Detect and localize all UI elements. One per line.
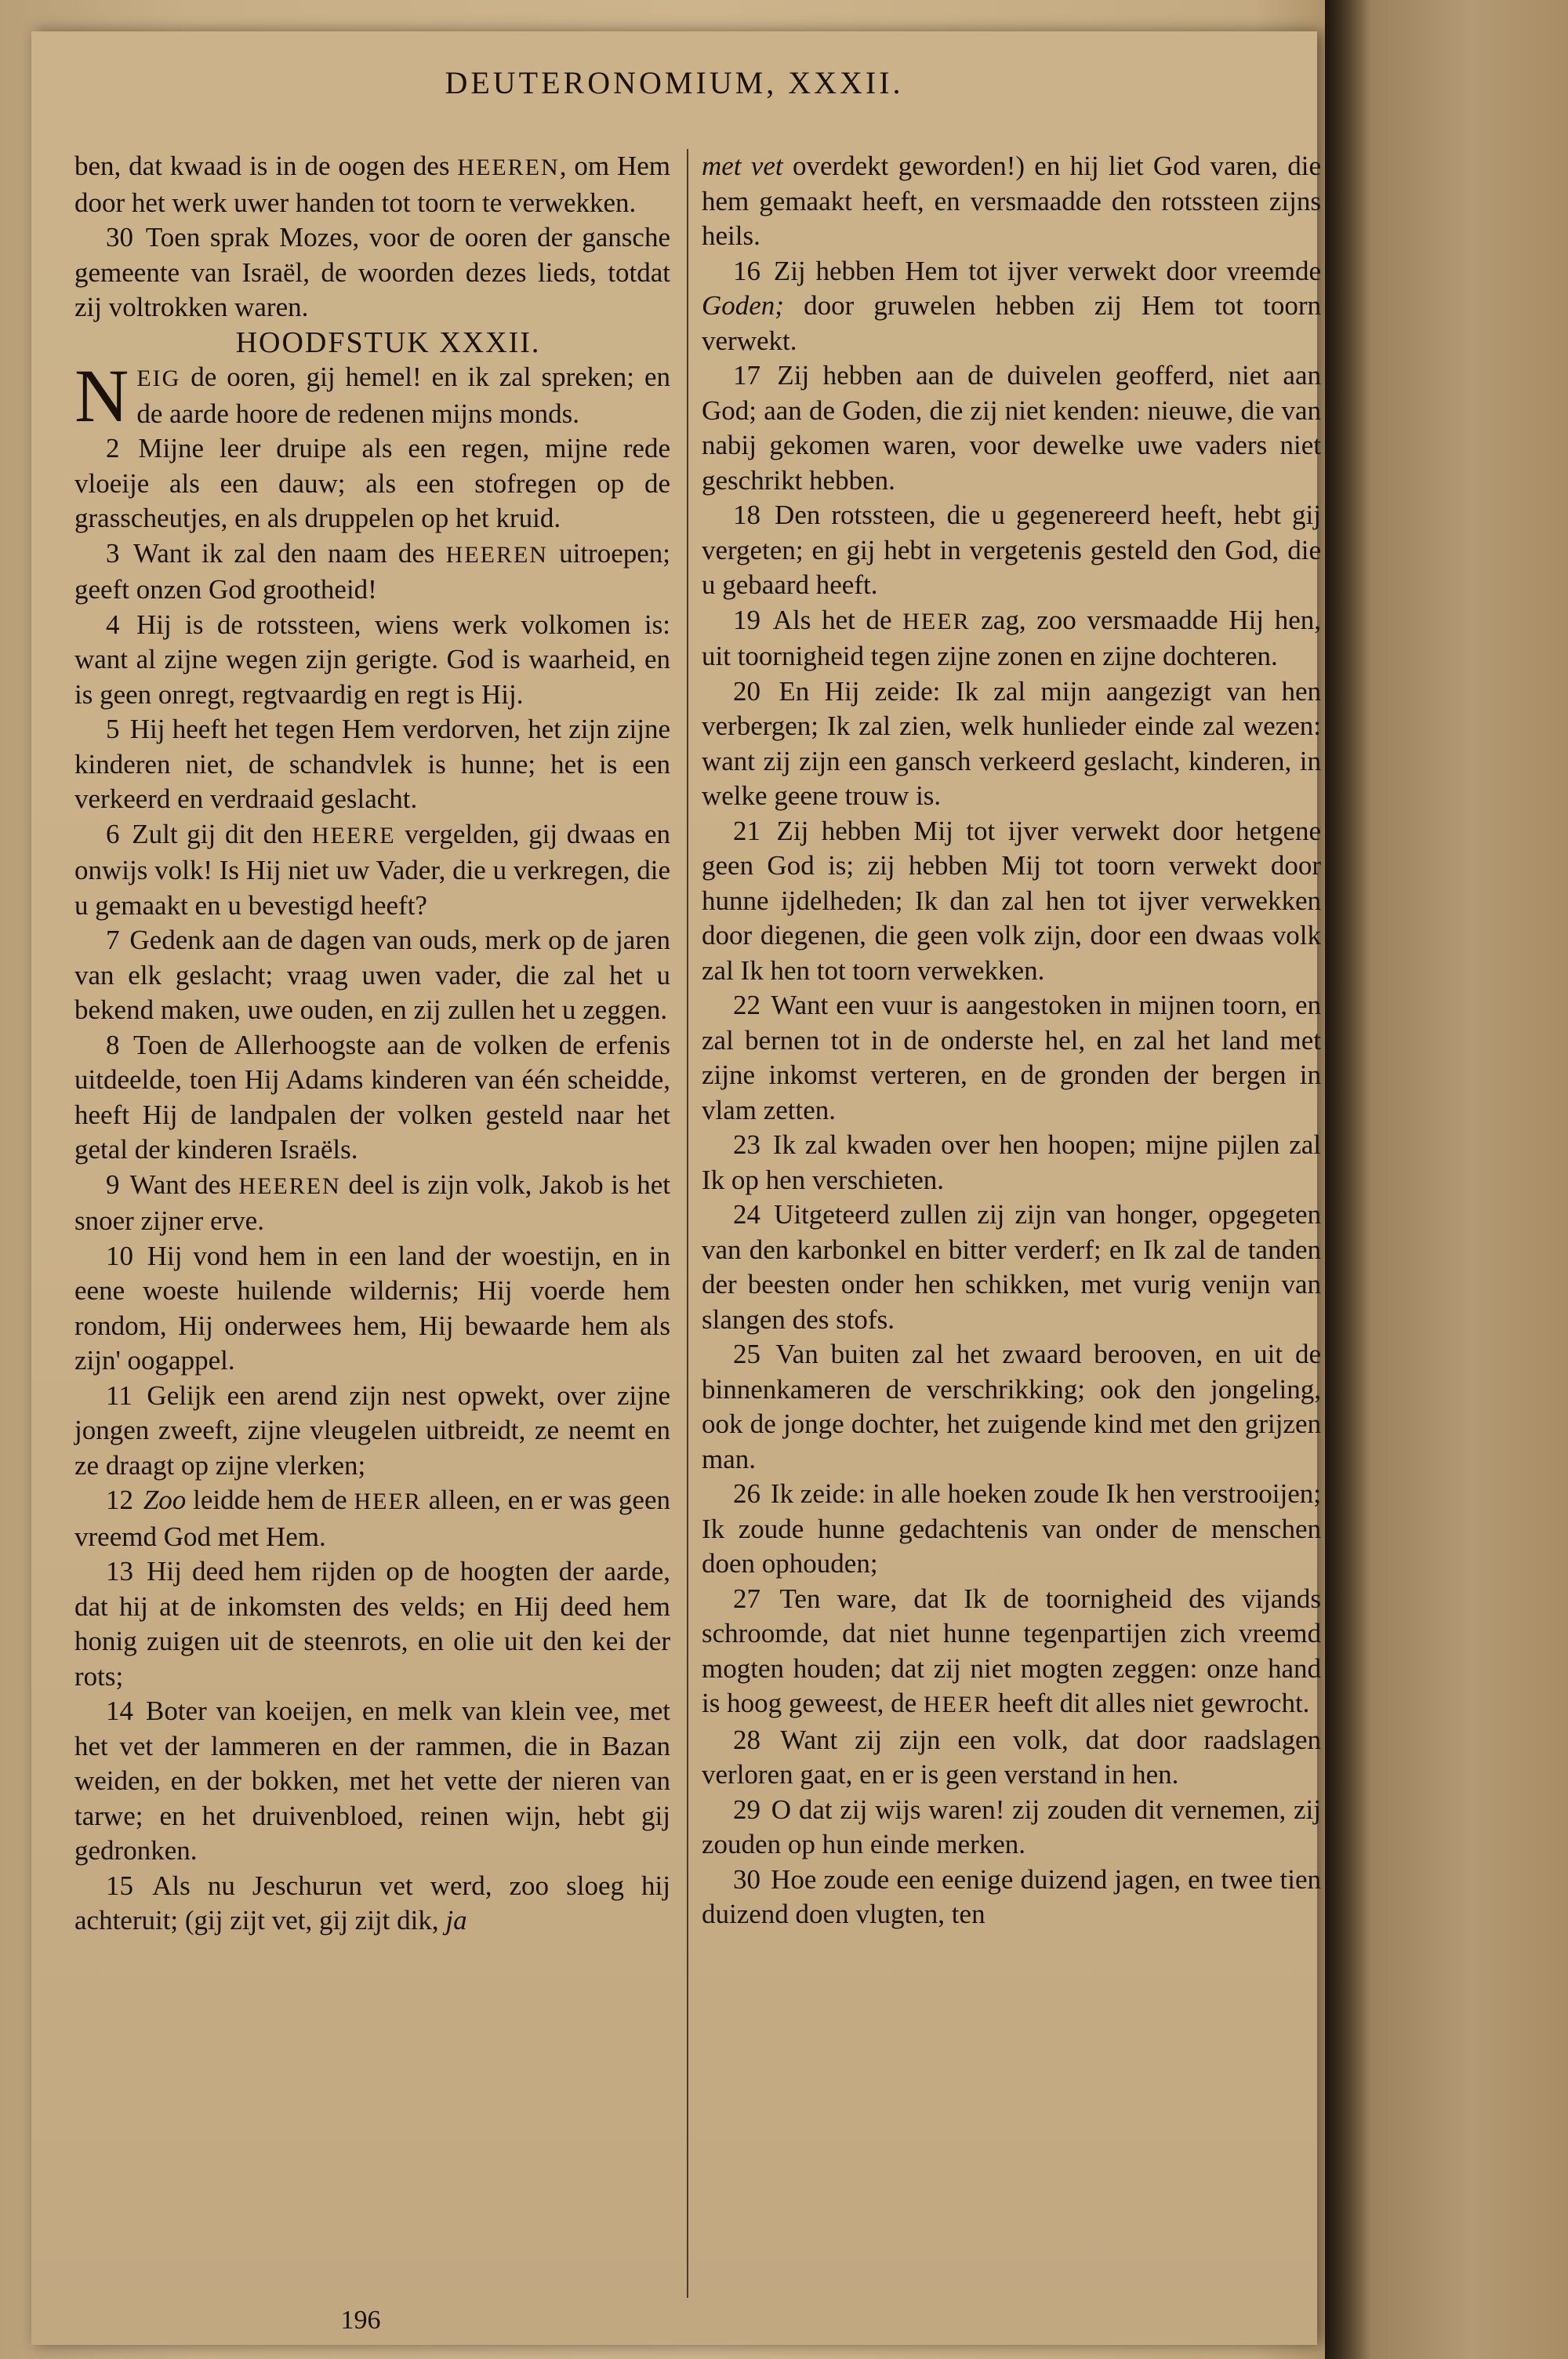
verse-17: 17 Zij hebben aan de duivelen geofferd, niet aan God; aan de Goden, die zij niet kenden: nieuwe, die van nabij gekomen waren, voor dewelke uwe vaders niet geschrikt hebben. bbox=[702, 360, 1322, 496]
verse-15-continuation: met vet overdekt geworden!) en hij liet God varen, die hem gemaakt heeft, en versmaadde den rotssteen zijns heils. bbox=[702, 151, 1322, 251]
verse-10: 10 Hij vond hem in een land der woestijn, en in eene woeste huilende wildernis; Hij voerde hem rondom, Hij onderwees hem, Hij bewaarde hem als zijn' oogappel. bbox=[74, 1240, 670, 1376]
verse-26: 26 Ik zeide: in alle hoeken zoude Ik hen verstrooijen; Ik zoude hunne gedachtenis van onder de menschen doen ophouden; bbox=[702, 1478, 1321, 1579]
gutter-shadow bbox=[1325, 0, 1372, 2359]
right-column bbox=[702, 149, 1321, 1932]
verse-9: 9 Want des HEEREN deel is zijn volk, Jakob is het snoer zijner erve. bbox=[74, 1169, 670, 1236]
verse-28: 28 Want zij zijn een volk, dat door raadslagen verloren gaat, en er is geen verstand in hen. bbox=[702, 1724, 1321, 1790]
chapter-heading: HOODFSTUK XXXII. bbox=[235, 325, 541, 359]
verse-4: 4 Hij is de rotssteen, wiens werk volkomen is: want al zijne wegen zijn gerigte. God is waarheid, en is geen onregt, regtvaardig en regt is Hij. bbox=[74, 609, 670, 710]
verse-30: 30 Toen sprak Mozes, voor de ooren der gansche gemeente van Israël, de woorden dezes lieds, totdat zij voltrokken waren. bbox=[74, 222, 670, 322]
verse-16: 16 Zij hebben Hem tot ijver verwekt door vreemde Goden; door gruwelen hebben zij Hem tot toorn verwekt. bbox=[702, 255, 1321, 356]
book-page bbox=[31, 31, 1322, 2345]
column-divider bbox=[687, 149, 688, 2298]
verse-11: 11 Gelijk een arend zijn nest opwekt, over zijne jongen zweeft, zijne vleugelen uitbreidt, ze neemt en ze draagt op zijne vlerken; bbox=[74, 1379, 671, 1481]
verse-19: 19 Als het de HEER zag, zoo versmaadde Hij hen, uit toornigheid tegen zijne zonen en zijne dochteren. bbox=[702, 604, 1321, 671]
verse-14: 14 Boter van koeijen, en melk van klein vee, met het vet der lammeren en der rammen, die in Bazan weiden, en der bokken, met het vette der nieren van tarwe; en het druivenbloed, reinen wijn, hebt gij gedronken. bbox=[74, 1696, 671, 1866]
verse-18: 18 Den rotssteen, die u gegenereerd heeft, hebt gij vergeten; en gij hebt in vergetenis gesteld den God, die u gebaard heeft. bbox=[702, 500, 1321, 600]
drop-cap: N bbox=[74, 354, 129, 438]
verse-27: 27 Ten ware, dat Ik de toornigheid des vijands schroomde, dat niet hunne tegenpartijen zich vreemd mogten houden; dat zij niet mogten zeggen: onze hand is hoog geweest, de HEER heeft dit alles niet gewrocht. bbox=[702, 1583, 1321, 1718]
left-column bbox=[74, 149, 670, 1939]
running-header: DEUTERONOMIUM, XXXII. bbox=[445, 65, 904, 100]
verse-25: 25 Van buiten zal het zwaard berooven, en uit de binnenkameren de verschrikking; ook den jongeling, ook de jonge dochter, het zuigende kind met den grijzen man. bbox=[702, 1339, 1321, 1474]
verse-20: 20 En Hij zeide: Ik zal mijn aangezigt van hen verbergen; Ik zal zien, welk hunlieder einde zal wezen: want zij zijn een gansch verkeerd geslacht, kinderen, in welke geene trouw is. bbox=[702, 675, 1322, 811]
verse-5: 5 Hij heeft het tegen Hem verdorven, het zijn zijne kinderen niet, de schandvlek is hunne; het is een verkeerd en verdraaid geslacht. bbox=[74, 714, 670, 814]
verse-13: 13 Hij deed hem rijden op de hoogten der aarde, dat hij at de inkomsten des velds; en Hij deed hem honig zuigen uit de steenrots, en olie uit den kei der rots; bbox=[74, 1556, 671, 1692]
verse-29: 29 O dat zij wijs waren! zij zouden dit vernemen, zij zouden op hun einde merken. bbox=[702, 1794, 1321, 1859]
verse-6: 6 Zult gij dit den HEERE vergelden, gij dwaas en onwijs volk! Is Hij niet uw Vader, die u verkregen, die u gemaakt en u bevestigd heeft? bbox=[74, 818, 671, 921]
verse-22: 22 Want een vuur is aangestoken in mijnen toorn, en zal bernen tot in de onderste hel, en zal het land met zijne inkomst verteren, en de gronden der bergen in vlam zetten. bbox=[702, 990, 1321, 1125]
verse-21: 21 Zij hebben Mij tot ijver verwekt door hetgene geen God is; zij hebben Mij tot toorn verwekt door hunne ijdelheden; Ik dan zal hen tot ijver verwekken door diegenen, die geen volk zijn, door een dwaas volk zal Ik hen tot toorn verwekken. bbox=[702, 815, 1321, 986]
next-page-edge bbox=[1325, 0, 1568, 2359]
verse-7: 7 Gedenk aan de dagen van ouds, merk op de jaren van elk geslacht; vraag uwen vader, die zal het u bekend maken, uwe ouden, en zij zullen het u zeggen. bbox=[74, 925, 670, 1025]
verse-30b: 30 Hoe zoude een eenige duizend jagen, en twee tien duizend doen vlugten, ten bbox=[702, 1863, 1322, 1929]
verse-8: 8 Toen de Allerhoogste aan de volken de erfenis uitdeelde, toen Hij Adams kinderen van één scheidde, heeft Hij de landpalen der volken gesteld naar het getal der kinderen Israëls. bbox=[74, 1029, 670, 1165]
verse-continuation: ben, dat kwaad is in de oogen des HEEREN, om Hem door het werk uwer handen tot toorn te verwekken. bbox=[74, 151, 670, 218]
verse-1: NEIG de ooren, gij hemel! en ik zal spreken; en de aarde hoore de redenen mijns monds. bbox=[74, 354, 670, 438]
page-number: 196 bbox=[340, 2306, 381, 2335]
verse-23: 23 Ik zal kwaden over hen hoopen; mijne pijlen zal Ik op hen verschieten. bbox=[702, 1129, 1321, 1195]
verse-3: 3 Want ik zal den naam des HEEREN uitroepen; geeft onzen God grootheid! bbox=[74, 537, 670, 605]
verse-24: 24 Uitgeteerd zullen zij zijn van honger, opgegeten van den karbonkel en bitter verderf; en Ik zal de tanden der beesten onder hen schikken, met vurig venijn van slangen des stofs. bbox=[702, 1199, 1322, 1335]
verse-15: 15 Als nu Jeschurun vet werd, zoo sloeg hij achteruit; (gij zijt vet, gij zijt dik, ja bbox=[74, 1870, 670, 1936]
verse-12: 12 Zoo leidde hem de HEER alleen, en er was geen vreemd God met Hem. bbox=[74, 1485, 671, 1552]
verse-2: 2 Mijne leer druipe als een regen, mijne rede vloeije als een dauw; als een stofregen op de grasscheutjes, en als druppelen op het kruid. bbox=[74, 433, 671, 533]
